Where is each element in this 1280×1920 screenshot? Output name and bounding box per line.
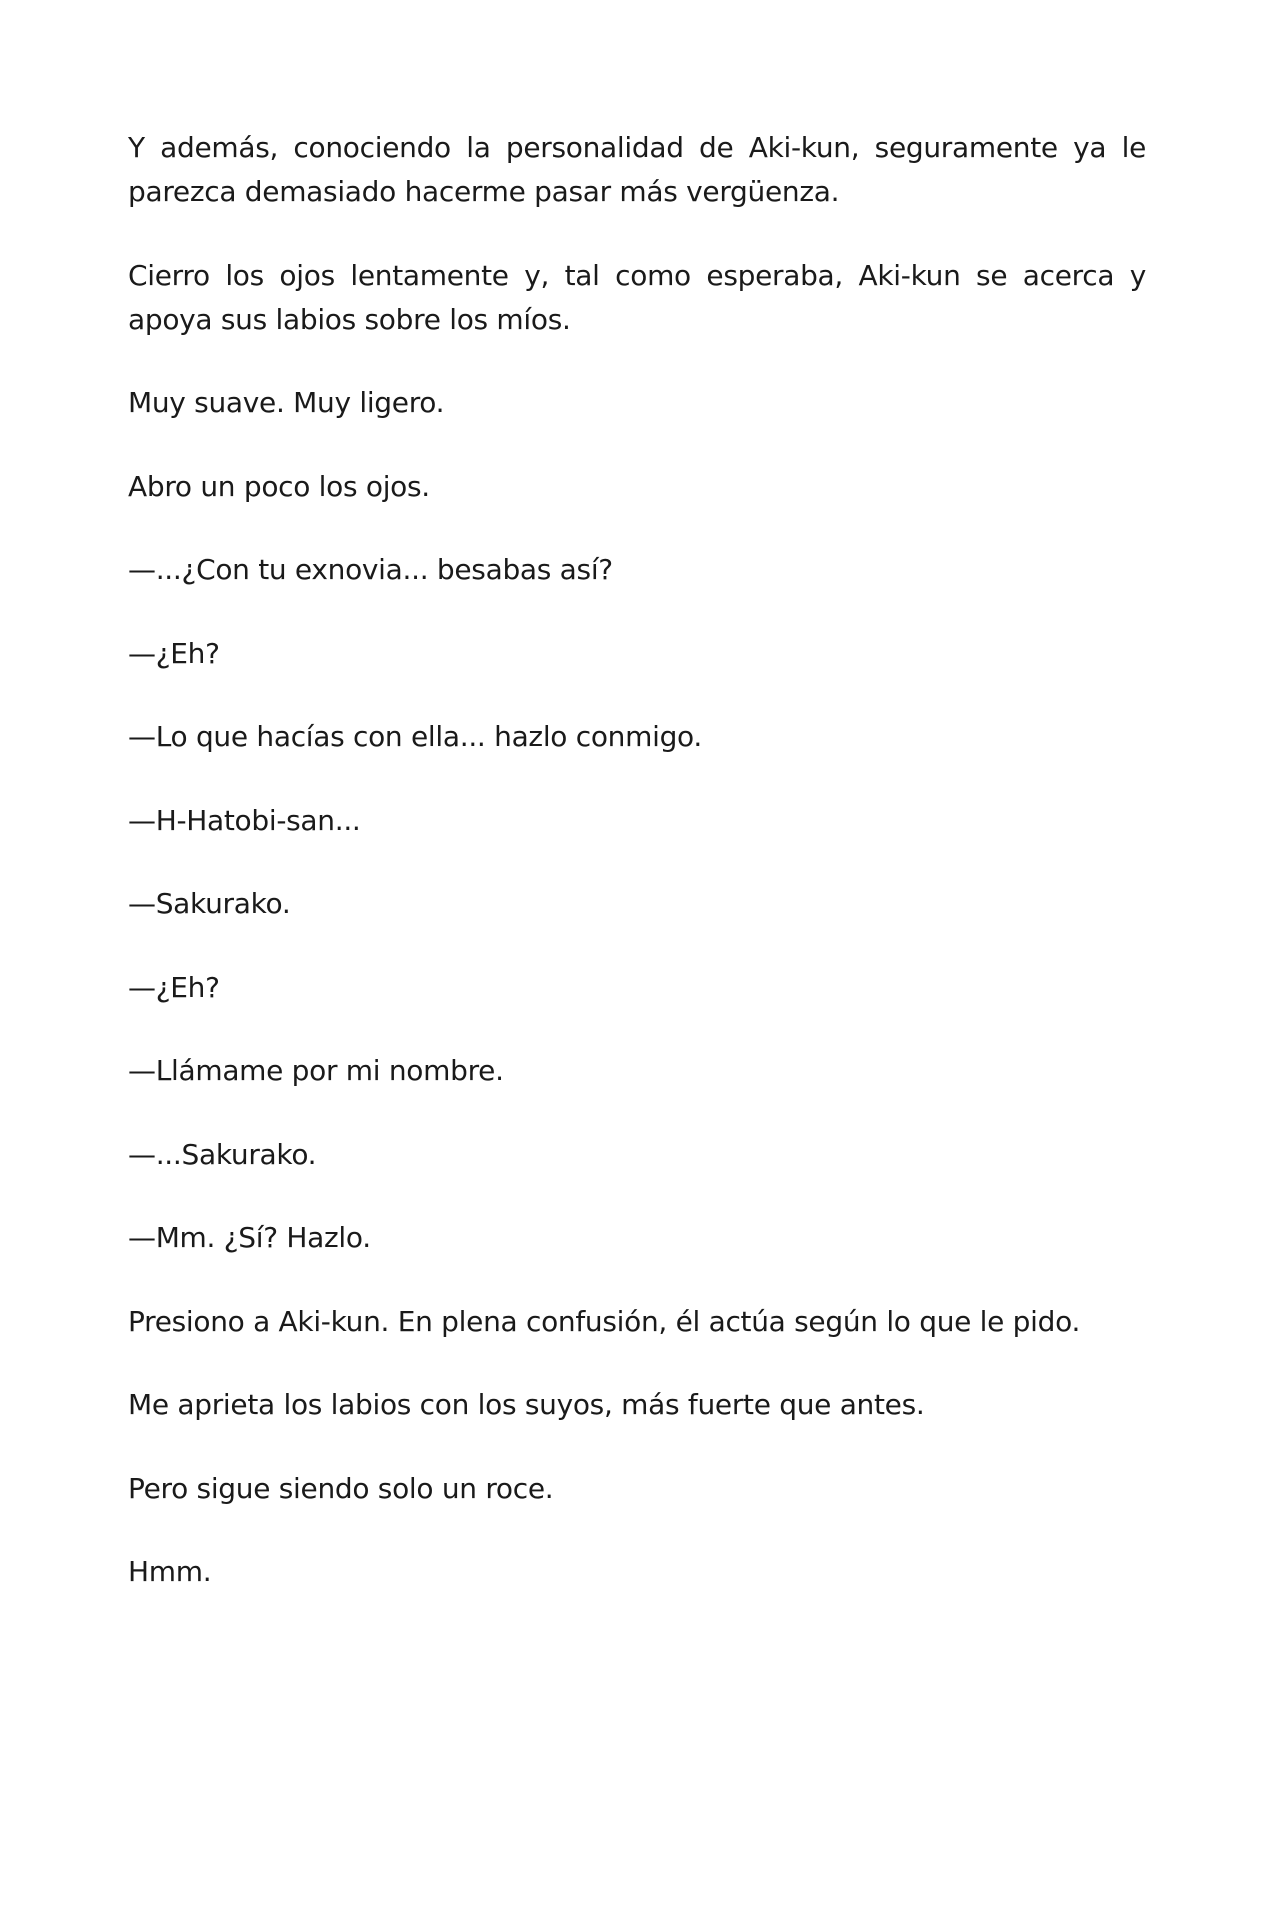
paragraph: Me aprieta los labios con los suyos, más fuerte que antes.: [128, 1388, 925, 1421]
paragraph: Abro un poco los ojos.: [128, 469, 430, 503]
paragraph: Hmm.: [128, 1555, 212, 1588]
paragraph: Muy suave. Muy ligero.: [128, 386, 445, 419]
paragraph: Presiono a Aki-kun. En plena confusión, él actúa según lo que le pido.: [128, 1304, 1081, 1338]
dialogue-line: —¿Eh?: [128, 636, 220, 670]
dialogue-line: —H-Hatobi-san...: [128, 803, 361, 837]
dialogue-line: —Lo que hacías con ella... hazlo conmigo.: [128, 720, 702, 753]
document-page: [128, 126, 1146, 1634]
paragraph: Cierro los ojos lentamente y, tal como esperaba, Aki-kun se acerca y apoya sus labios sobre los míos.: [128, 258, 1146, 336]
dialogue-line: —Llámame por mi nombre.: [128, 1054, 504, 1087]
dialogue-line: —...Sakurako.: [128, 1137, 317, 1171]
dialogue-line: —...¿Con tu exnovia... besabas así?: [128, 553, 613, 586]
dialogue-line: —Mm. ¿Sí? Hazlo.: [128, 1221, 371, 1254]
paragraph: Y además, conociendo la personalidad de Aki-kun, seguramente ya le parezca demasiado hacerme pasar más vergüenza.: [128, 131, 1146, 208]
paragraph: Pero sigue siendo solo un roce.: [128, 1471, 554, 1505]
dialogue-line: —¿Eh?: [128, 970, 220, 1004]
dialogue-line: —Sakurako.: [128, 887, 291, 920]
